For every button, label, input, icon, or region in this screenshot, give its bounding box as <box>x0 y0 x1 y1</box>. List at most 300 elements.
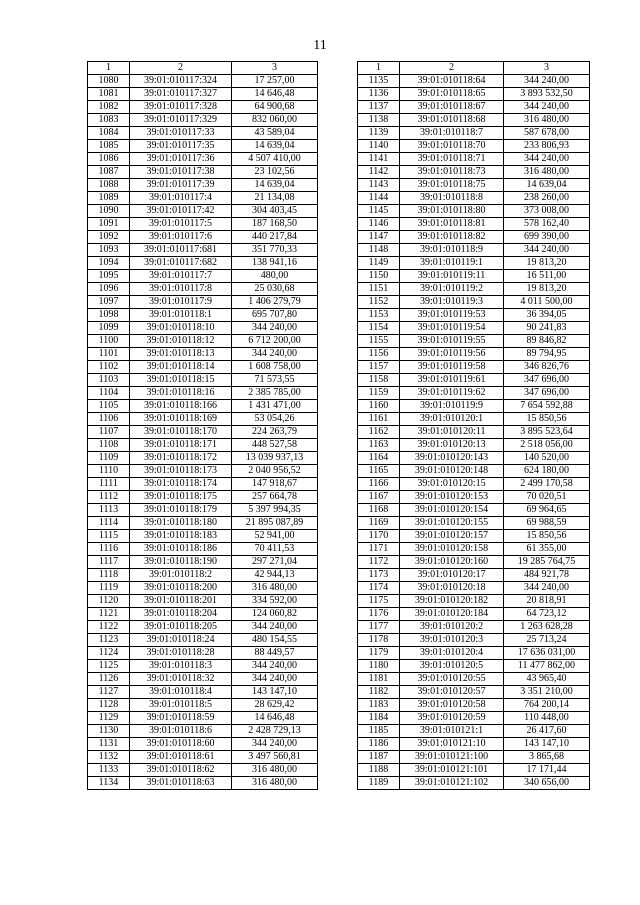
cadastral-number-cell: 39:01:010118:171 <box>130 439 232 452</box>
table-row <box>358 127 590 140</box>
cadastral-number-cell: 39:01:010120:11 <box>400 426 504 439</box>
table-row <box>88 465 318 478</box>
row-number-cell: 1172 <box>358 556 400 569</box>
cadastral-number-cell: 39:01:010119:3 <box>400 296 504 309</box>
value-cell: 4 011 500,00 <box>504 296 590 309</box>
row-number-cell: 1090 <box>88 205 130 218</box>
value-cell: 316 480,00 <box>232 582 318 595</box>
table-row <box>358 556 590 569</box>
value-cell: 23 102,56 <box>232 166 318 179</box>
value-cell: 70 020,51 <box>504 491 590 504</box>
table-row <box>358 452 590 465</box>
value-cell: 53 054,26 <box>232 413 318 426</box>
cadastral-number-cell: 39:01:010118:205 <box>130 621 232 634</box>
table-row <box>88 166 318 179</box>
table-row <box>358 101 590 114</box>
value-cell: 15 850,56 <box>504 530 590 543</box>
row-number-cell: 1115 <box>88 530 130 543</box>
row-number-cell: 1147 <box>358 231 400 244</box>
cadastral-number-cell: 39:01:010118:70 <box>400 140 504 153</box>
table-row <box>88 179 318 192</box>
row-number-cell: 1185 <box>358 725 400 738</box>
value-cell: 440 217,84 <box>232 231 318 244</box>
value-cell: 347 696,00 <box>504 387 590 400</box>
value-cell: 2 040 956,52 <box>232 465 318 478</box>
value-cell: 89 846,82 <box>504 335 590 348</box>
table-row <box>358 387 590 400</box>
row-number-cell: 1129 <box>88 712 130 725</box>
value-cell: 334 592,00 <box>232 595 318 608</box>
table-row <box>88 192 318 205</box>
cadastral-number-cell: 39:01:010118:3 <box>130 660 232 673</box>
value-cell: 257 664,78 <box>232 491 318 504</box>
cadastral-number-cell: 39:01:010118:75 <box>400 179 504 192</box>
table-row <box>88 556 318 569</box>
table-row <box>358 322 590 335</box>
value-cell: 143 147,10 <box>504 738 590 751</box>
row-number-cell: 1146 <box>358 218 400 231</box>
value-cell: 344 240,00 <box>232 322 318 335</box>
table-row <box>358 283 590 296</box>
table-row <box>358 491 590 504</box>
value-cell: 344 240,00 <box>232 660 318 673</box>
value-cell: 1 406 279,79 <box>232 296 318 309</box>
value-cell: 42 944,13 <box>232 569 318 582</box>
cadastral-number-cell: 39:01:010120:18 <box>400 582 504 595</box>
value-cell: 21 134,08 <box>232 192 318 205</box>
cadastral-number-cell: 39:01:010118:80 <box>400 205 504 218</box>
cadastral-number-cell: 39:01:010118:6 <box>130 725 232 738</box>
cadastral-number-cell: 39:01:010121:101 <box>400 764 504 777</box>
value-cell: 484 921,78 <box>504 569 590 582</box>
table-row <box>88 608 318 621</box>
cadastral-number-cell: 39:01:010119:53 <box>400 309 504 322</box>
row-number-cell: 1153 <box>358 309 400 322</box>
row-number-cell: 1175 <box>358 595 400 608</box>
cadastral-number-cell: 39:01:010117:8 <box>130 283 232 296</box>
cadastral-number-cell: 39:01:010117:9 <box>130 296 232 309</box>
table-row <box>358 595 590 608</box>
value-cell: 26 417,60 <box>504 725 590 738</box>
row-number-cell: 1151 <box>358 283 400 296</box>
value-cell: 1 431 471,00 <box>232 400 318 413</box>
value-cell: 143 147,10 <box>232 686 318 699</box>
value-cell: 71 573,55 <box>232 374 318 387</box>
row-number-cell: 1118 <box>88 569 130 582</box>
value-cell: 124 060,82 <box>232 608 318 621</box>
value-cell: 316 480,00 <box>504 166 590 179</box>
table-row <box>88 257 318 270</box>
cadastral-number-cell: 39:01:010119:11 <box>400 270 504 283</box>
value-cell: 344 240,00 <box>504 153 590 166</box>
cadastral-number-cell: 39:01:010118:15 <box>130 374 232 387</box>
row-number-cell: 1168 <box>358 504 400 517</box>
table-row <box>88 751 318 764</box>
row-number-cell: 1150 <box>358 270 400 283</box>
cadastral-number-cell: 39:01:010121:102 <box>400 777 504 790</box>
cadastral-number-cell: 39:01:010118:32 <box>130 673 232 686</box>
row-number-cell: 1143 <box>358 179 400 192</box>
column-header-1: 1 <box>88 62 130 75</box>
column-header-2: 2 <box>130 62 232 75</box>
value-cell: 140 520,00 <box>504 452 590 465</box>
table-row <box>358 543 590 556</box>
table-row <box>88 413 318 426</box>
cadastral-number-cell: 39:01:010118:201 <box>130 595 232 608</box>
table-row <box>358 348 590 361</box>
value-cell: 344 240,00 <box>504 101 590 114</box>
value-cell: 3 865,68 <box>504 751 590 764</box>
cadastral-number-cell: 39:01:010120:3 <box>400 634 504 647</box>
table-row <box>358 699 590 712</box>
cadastral-number-cell: 39:01:010118:1 <box>130 309 232 322</box>
cadastral-number-cell: 39:01:010118:71 <box>400 153 504 166</box>
row-number-cell: 1135 <box>358 75 400 88</box>
value-cell: 346 826,76 <box>504 361 590 374</box>
row-number-cell: 1169 <box>358 517 400 530</box>
cadastral-number-cell: 39:01:010117:36 <box>130 153 232 166</box>
value-cell: 16 511,00 <box>504 270 590 283</box>
row-number-cell: 1087 <box>88 166 130 179</box>
cadastral-number-cell: 39:01:010118:7 <box>400 127 504 140</box>
cadastral-number-cell: 39:01:010118:28 <box>130 647 232 660</box>
value-cell: 89 794,95 <box>504 348 590 361</box>
cadastral-number-cell: 39:01:010117:681 <box>130 244 232 257</box>
table-row <box>88 517 318 530</box>
table-row <box>88 452 318 465</box>
cadastral-number-cell: 39:01:010118:13 <box>130 348 232 361</box>
table-row <box>358 569 590 582</box>
row-number-cell: 1110 <box>88 465 130 478</box>
row-number-cell: 1162 <box>358 426 400 439</box>
cadastral-number-cell: 39:01:010120:160 <box>400 556 504 569</box>
value-cell: 2 428 729,13 <box>232 725 318 738</box>
value-cell: 2 499 170,58 <box>504 478 590 491</box>
row-number-cell: 1133 <box>88 764 130 777</box>
value-cell: 4 507 410,00 <box>232 153 318 166</box>
value-cell: 344 240,00 <box>232 738 318 751</box>
table-row <box>88 218 318 231</box>
cadastral-number-cell: 39:01:010119:61 <box>400 374 504 387</box>
cadastral-number-cell: 39:01:010119:62 <box>400 387 504 400</box>
value-cell: 238 260,00 <box>504 192 590 205</box>
cadastral-number-cell: 39:01:010118:81 <box>400 218 504 231</box>
cadastral-number-cell: 39:01:010119:56 <box>400 348 504 361</box>
row-number-cell: 1163 <box>358 439 400 452</box>
row-number-cell: 1107 <box>88 426 130 439</box>
row-number-cell: 1084 <box>88 127 130 140</box>
value-cell: 624 180,00 <box>504 465 590 478</box>
value-cell: 344 240,00 <box>232 673 318 686</box>
value-cell: 316 480,00 <box>232 764 318 777</box>
table-row <box>358 738 590 751</box>
row-number-cell: 1116 <box>88 543 130 556</box>
row-number-cell: 1156 <box>358 348 400 361</box>
table-row <box>358 413 590 426</box>
row-number-cell: 1099 <box>88 322 130 335</box>
value-cell: 61 355,00 <box>504 543 590 556</box>
value-cell: 6 712 200,00 <box>232 335 318 348</box>
cadastral-number-cell: 39:01:010118:186 <box>130 543 232 556</box>
row-number-cell: 1134 <box>88 777 130 790</box>
row-number-cell: 1128 <box>88 699 130 712</box>
table-row <box>358 608 590 621</box>
value-cell: 578 162,40 <box>504 218 590 231</box>
table-row <box>88 75 318 88</box>
table-row <box>88 491 318 504</box>
cadastral-number-cell: 39:01:010120:157 <box>400 530 504 543</box>
row-number-cell: 1167 <box>358 491 400 504</box>
table-row <box>88 400 318 413</box>
table-row <box>88 101 318 114</box>
row-number-cell: 1097 <box>88 296 130 309</box>
column-header-1: 1 <box>358 62 400 75</box>
column-header-3: 3 <box>232 62 318 75</box>
value-cell: 233 806,93 <box>504 140 590 153</box>
cadastral-number-cell: 39:01:010118:8 <box>400 192 504 205</box>
row-number-cell: 1088 <box>88 179 130 192</box>
value-cell: 14 639,04 <box>504 179 590 192</box>
cadastral-number-cell: 39:01:010117:42 <box>130 205 232 218</box>
row-number-cell: 1136 <box>358 88 400 101</box>
row-number-cell: 1082 <box>88 101 130 114</box>
value-cell: 17 171,44 <box>504 764 590 777</box>
row-number-cell: 1081 <box>88 88 130 101</box>
value-cell: 224 263,79 <box>232 426 318 439</box>
cadastral-number-cell: 39:01:010120:17 <box>400 569 504 582</box>
table-row <box>88 140 318 153</box>
cadastral-number-cell: 39:01:010118:175 <box>130 491 232 504</box>
cadastral-number-cell: 39:01:010120:155 <box>400 517 504 530</box>
cadastral-number-cell: 39:01:010119:1 <box>400 257 504 270</box>
value-cell: 7 654 592,88 <box>504 400 590 413</box>
table-row <box>358 621 590 634</box>
cadastral-number-cell: 39:01:010117:38 <box>130 166 232 179</box>
table-row <box>358 192 590 205</box>
cadastral-number-cell: 39:01:010120:5 <box>400 660 504 673</box>
cadastral-number-cell: 39:01:010118:204 <box>130 608 232 621</box>
row-number-cell: 1130 <box>88 725 130 738</box>
table-row <box>358 257 590 270</box>
cadastral-number-cell: 39:01:010118:67 <box>400 101 504 114</box>
cadastral-number-cell: 39:01:010118:68 <box>400 114 504 127</box>
table-row <box>88 348 318 361</box>
value-cell: 373 008,00 <box>504 205 590 218</box>
cadastral-number-cell: 39:01:010117:328 <box>130 101 232 114</box>
row-number-cell: 1101 <box>88 348 130 361</box>
cadastral-number-cell: 39:01:010120:154 <box>400 504 504 517</box>
cadastral-number-cell: 39:01:010118:24 <box>130 634 232 647</box>
row-number-cell: 1131 <box>88 738 130 751</box>
cadastral-number-cell: 39:01:010118:169 <box>130 413 232 426</box>
cadastral-number-cell: 39:01:010118:12 <box>130 335 232 348</box>
cadastral-number-cell: 39:01:010121:1 <box>400 725 504 738</box>
value-cell: 64 723,12 <box>504 608 590 621</box>
row-number-cell: 1158 <box>358 374 400 387</box>
row-number-cell: 1114 <box>88 517 130 530</box>
table-row <box>358 231 590 244</box>
row-number-cell: 1124 <box>88 647 130 660</box>
cadastral-number-cell: 39:01:010118:172 <box>130 452 232 465</box>
value-cell: 587 678,00 <box>504 127 590 140</box>
table-row <box>358 439 590 452</box>
cadastral-number-cell: 39:01:010120:158 <box>400 543 504 556</box>
row-number-cell: 1092 <box>88 231 130 244</box>
row-number-cell: 1098 <box>88 309 130 322</box>
table-row <box>88 504 318 517</box>
cadastral-number-cell: 39:01:010120:2 <box>400 621 504 634</box>
table-row <box>358 647 590 660</box>
row-number-cell: 1089 <box>88 192 130 205</box>
row-number-cell: 1161 <box>358 413 400 426</box>
right-table <box>357 61 590 790</box>
cadastral-number-cell: 39:01:010118:179 <box>130 504 232 517</box>
table-row <box>88 387 318 400</box>
row-number-cell: 1178 <box>358 634 400 647</box>
cadastral-number-cell: 39:01:010120:143 <box>400 452 504 465</box>
table-row <box>358 400 590 413</box>
table-row <box>88 205 318 218</box>
cadastral-number-cell: 39:01:010118:61 <box>130 751 232 764</box>
value-cell: 344 240,00 <box>504 582 590 595</box>
value-cell: 64 900,68 <box>232 101 318 114</box>
row-number-cell: 1152 <box>358 296 400 309</box>
value-cell: 304 403,45 <box>232 205 318 218</box>
row-number-cell: 1094 <box>88 257 130 270</box>
value-cell: 344 240,00 <box>232 348 318 361</box>
row-number-cell: 1164 <box>358 452 400 465</box>
value-cell: 43 965,40 <box>504 673 590 686</box>
table-row <box>88 270 318 283</box>
value-cell: 14 639,04 <box>232 140 318 153</box>
cadastral-number-cell: 39:01:010119:55 <box>400 335 504 348</box>
table-row <box>88 283 318 296</box>
value-cell: 14 646,48 <box>232 88 318 101</box>
table-row <box>88 374 318 387</box>
table-row <box>88 296 318 309</box>
cadastral-number-cell: 39:01:010118:82 <box>400 231 504 244</box>
value-cell: 187 168,50 <box>232 218 318 231</box>
value-cell: 3 893 532,50 <box>504 88 590 101</box>
cadastral-number-cell: 39:01:010118:60 <box>130 738 232 751</box>
value-cell: 90 241,83 <box>504 322 590 335</box>
table-row <box>88 647 318 660</box>
table-row <box>358 582 590 595</box>
table-row <box>88 738 318 751</box>
value-cell: 480 154,55 <box>232 634 318 647</box>
row-number-cell: 1189 <box>358 777 400 790</box>
row-number-cell: 1122 <box>88 621 130 634</box>
value-cell: 297 271,04 <box>232 556 318 569</box>
table-row <box>88 530 318 543</box>
value-cell: 110 448,00 <box>504 712 590 725</box>
value-cell: 70 411,53 <box>232 543 318 556</box>
row-number-cell: 1126 <box>88 673 130 686</box>
cadastral-number-cell: 39:01:010120:182 <box>400 595 504 608</box>
value-cell: 5 397 994,35 <box>232 504 318 517</box>
cadastral-number-cell: 39:01:010118:16 <box>130 387 232 400</box>
column-header-3: 3 <box>504 62 590 75</box>
value-cell: 347 696,00 <box>504 374 590 387</box>
table-row <box>88 699 318 712</box>
cadastral-number-cell: 39:01:010120:55 <box>400 673 504 686</box>
cadastral-number-cell: 39:01:010119:58 <box>400 361 504 374</box>
row-number-cell: 1160 <box>358 400 400 413</box>
row-number-cell: 1085 <box>88 140 130 153</box>
row-number-cell: 1096 <box>88 283 130 296</box>
row-number-cell: 1103 <box>88 374 130 387</box>
row-number-cell: 1119 <box>88 582 130 595</box>
value-cell: 88 449,57 <box>232 647 318 660</box>
table-row <box>88 673 318 686</box>
table-row <box>88 543 318 556</box>
value-cell: 1 263 628,28 <box>504 621 590 634</box>
row-number-cell: 1179 <box>358 647 400 660</box>
value-cell: 25 030,68 <box>232 283 318 296</box>
table-row <box>358 751 590 764</box>
row-number-cell: 1091 <box>88 218 130 231</box>
cadastral-number-cell: 39:01:010120:57 <box>400 686 504 699</box>
row-number-cell: 1159 <box>358 387 400 400</box>
value-cell: 52 941,00 <box>232 530 318 543</box>
table-row <box>88 595 318 608</box>
cadastral-number-cell: 39:01:010118:180 <box>130 517 232 530</box>
cadastral-number-cell: 39:01:010117:327 <box>130 88 232 101</box>
value-cell: 3 497 560,81 <box>232 751 318 764</box>
table-row <box>88 660 318 673</box>
value-cell: 13 039 937,13 <box>232 452 318 465</box>
table-row <box>358 296 590 309</box>
table-row <box>358 218 590 231</box>
table-row <box>358 179 590 192</box>
cadastral-number-cell: 39:01:010119:2 <box>400 283 504 296</box>
cadastral-number-cell: 39:01:010120:1 <box>400 413 504 426</box>
value-cell: 1 608 758,00 <box>232 361 318 374</box>
row-number-cell: 1157 <box>358 361 400 374</box>
value-cell: 316 480,00 <box>232 777 318 790</box>
value-cell: 17 636 031,00 <box>504 647 590 660</box>
table-row <box>88 478 318 491</box>
row-number-cell: 1184 <box>358 712 400 725</box>
value-cell: 2 385 785,00 <box>232 387 318 400</box>
table-row <box>358 660 590 673</box>
cadastral-number-cell: 39:01:010119:54 <box>400 322 504 335</box>
value-cell: 344 240,00 <box>232 621 318 634</box>
value-cell: 344 240,00 <box>504 244 590 257</box>
table-row <box>88 244 318 257</box>
table-row <box>88 426 318 439</box>
row-number-cell: 1173 <box>358 569 400 582</box>
value-cell: 351 770,33 <box>232 244 318 257</box>
cadastral-number-cell: 39:01:010118:63 <box>130 777 232 790</box>
value-cell: 11 477 862,00 <box>504 660 590 673</box>
row-number-cell: 1177 <box>358 621 400 634</box>
table-row <box>358 517 590 530</box>
cadastral-number-cell: 39:01:010117:7 <box>130 270 232 283</box>
table-row <box>358 725 590 738</box>
value-cell: 17 257,00 <box>232 75 318 88</box>
row-number-cell: 1108 <box>88 439 130 452</box>
table-row <box>88 686 318 699</box>
value-cell: 20 818,91 <box>504 595 590 608</box>
row-number-cell: 1154 <box>358 322 400 335</box>
row-number-cell: 1132 <box>88 751 130 764</box>
row-number-cell: 1106 <box>88 413 130 426</box>
table-row <box>88 725 318 738</box>
value-cell: 19 813,20 <box>504 257 590 270</box>
table-row <box>88 114 318 127</box>
table-row <box>358 673 590 686</box>
